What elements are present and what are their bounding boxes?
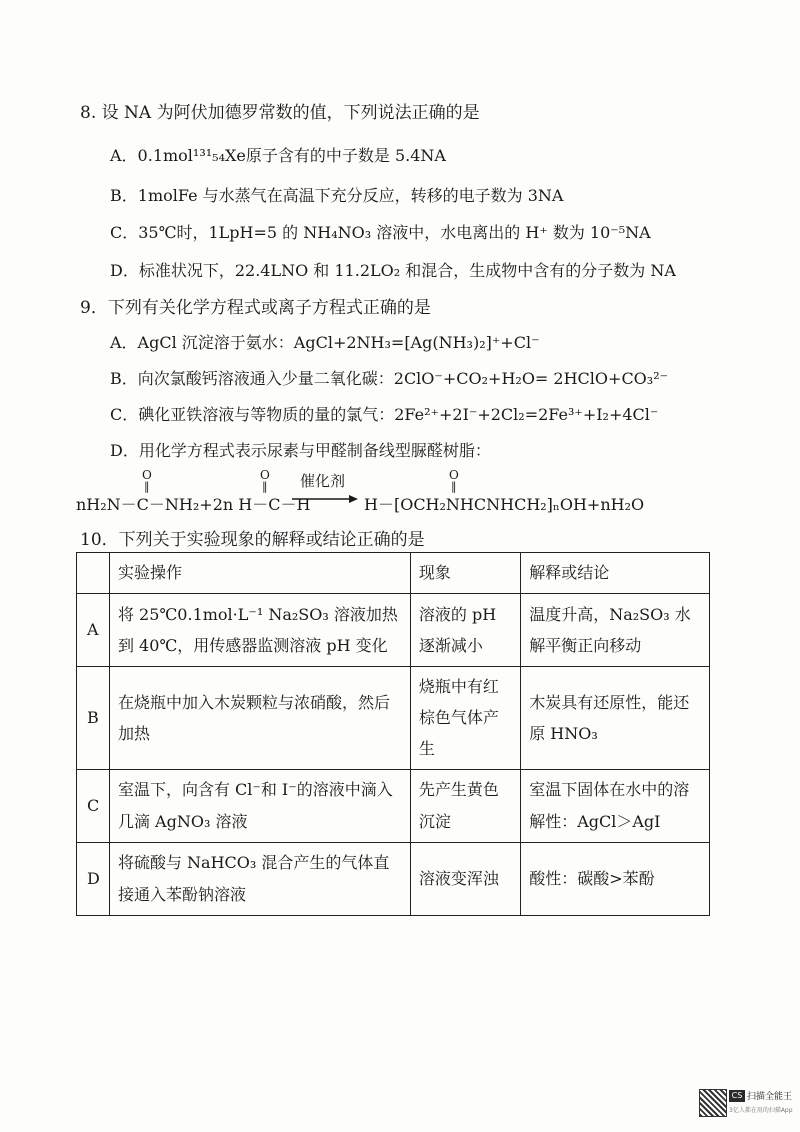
row-label: B xyxy=(77,667,110,770)
reaction-arrow-icon xyxy=(290,492,360,506)
header-blank-cell xyxy=(77,553,110,594)
question-8-option-b: B．1molFe 与水蒸气在高温下充分反应，转移的电子数为 3NA xyxy=(110,186,564,205)
scanner-watermark xyxy=(699,1089,791,1119)
qr-code-icon xyxy=(699,1089,727,1117)
equation-products: H－[OCH₂NHCNHCH₂]ₙOH+nH₂O xyxy=(364,495,645,514)
phenomenon-cell: 烧瓶中有红棕色气体产生 xyxy=(410,667,520,770)
scanner-name: 扫描全能王 xyxy=(747,1092,793,1102)
table-row xyxy=(77,594,710,667)
operation-cell: 室温下，向含有 Cl⁻和 I⁻的溶液中滴入几滴 AgNO₃ 溶液 xyxy=(109,769,410,842)
operation-cell: 将硫酸与 NaHCO₃ 混合产生的气体直接通入苯酚钠溶液 xyxy=(109,842,410,915)
question-9-option-a: A．AgCl 沉淀溶于氨水：AgCl+2NH₃=[Ag(NH₃)₂]⁺+Cl⁻ xyxy=(110,333,540,352)
phenomenon-cell: 先产生黄色沉淀 xyxy=(410,769,520,842)
header-phenomenon: 现象 xyxy=(410,553,520,594)
question-9-option-b: B．向次氯酸钙溶液通入少量二氧化碳：2ClO⁻+CO₂+H₂O= 2HClO+CO₃²⁻ xyxy=(110,369,669,388)
urea-formaldehyde-equation xyxy=(76,468,736,518)
double-bond-3: ‖ xyxy=(451,480,457,493)
table-header-row xyxy=(77,553,710,594)
scanner-tagline: 3亿人都在用的扫描App xyxy=(729,1107,793,1114)
experiment-table xyxy=(76,552,710,916)
conclusion-cell: 木炭具有还原性，能还原 HNO₃ xyxy=(521,667,710,770)
question-9-option-d: D．用化学方程式表示尿素与甲醛制备线型脲醛树脂： xyxy=(110,441,491,460)
operation-cell: 将 25℃0.1mol·L⁻¹ Na₂SO₃ 溶液加热到 40℃，用传感器监测溶液 pH 变化 xyxy=(109,594,410,667)
header-operation: 实验操作 xyxy=(109,553,410,594)
row-label: A xyxy=(77,594,110,667)
question-8-stem: 8. 设 NA 为阿伏加德罗常数的值，下列说法正确的是 xyxy=(80,103,480,123)
carbonyl-o-1: O xyxy=(142,468,152,482)
question-8-option-a: A．0.1mol¹³¹₅₄Xe原子含有的中子数是 5.4NA xyxy=(110,146,446,165)
header-conclusion: 解释或结论 xyxy=(521,553,710,594)
question-8-option-d: D．标准状况下，22.4LNO 和 11.2LO₂ 和混合，生成物中含有的分子数为 NA xyxy=(110,261,676,280)
carbonyl-o-2: O xyxy=(260,468,270,482)
row-label: C xyxy=(77,769,110,842)
table-row xyxy=(77,667,710,770)
operation-cell: 在烧瓶中加入木炭颗粒与浓硝酸，然后加热 xyxy=(109,667,410,770)
catalyst-label: 催化剂 xyxy=(300,472,346,490)
conclusion-cell: 室温下固体在水中的溶解性：AgCl＞AgI xyxy=(521,769,710,842)
question-9-stem: 9．下列有关化学方程式或离子方程式正确的是 xyxy=(80,298,431,318)
question-9-option-c: C．碘化亚铁溶液与等物质的量的氯气：2Fe²⁺+2I⁻+2Cl₂=2Fe³⁺+I₂+4Cl⁻ xyxy=(110,405,659,424)
conclusion-cell: 酸性：碳酸>苯酚 xyxy=(521,842,710,915)
table-row xyxy=(77,842,710,915)
phenomenon-cell: 溶液的 pH 逐渐减小 xyxy=(410,594,520,667)
double-bond-1: ‖ xyxy=(144,480,150,493)
table-row xyxy=(77,769,710,842)
question-10-stem: 10．下列关于实验现象的解释或结论正确的是 xyxy=(80,530,425,550)
row-label: D xyxy=(77,842,110,915)
conclusion-cell: 温度升高，Na₂SO₃ 水解平衡正向移动 xyxy=(521,594,710,667)
phenomenon-cell: 溶液变浑浊 xyxy=(410,842,520,915)
carbonyl-o-3: O xyxy=(449,468,459,482)
question-8-option-c: C．35℃时，1LpH=5 的 NH₄NO₃ 溶液中，水电离出的 H⁺ 数为 10⁻⁵NA xyxy=(110,223,651,242)
scanner-logo: CS xyxy=(729,1090,745,1102)
equation-reactants: nH₂N－C－NH₂+2n H－C－H xyxy=(76,495,311,514)
double-bond-2: ‖ xyxy=(262,480,268,493)
